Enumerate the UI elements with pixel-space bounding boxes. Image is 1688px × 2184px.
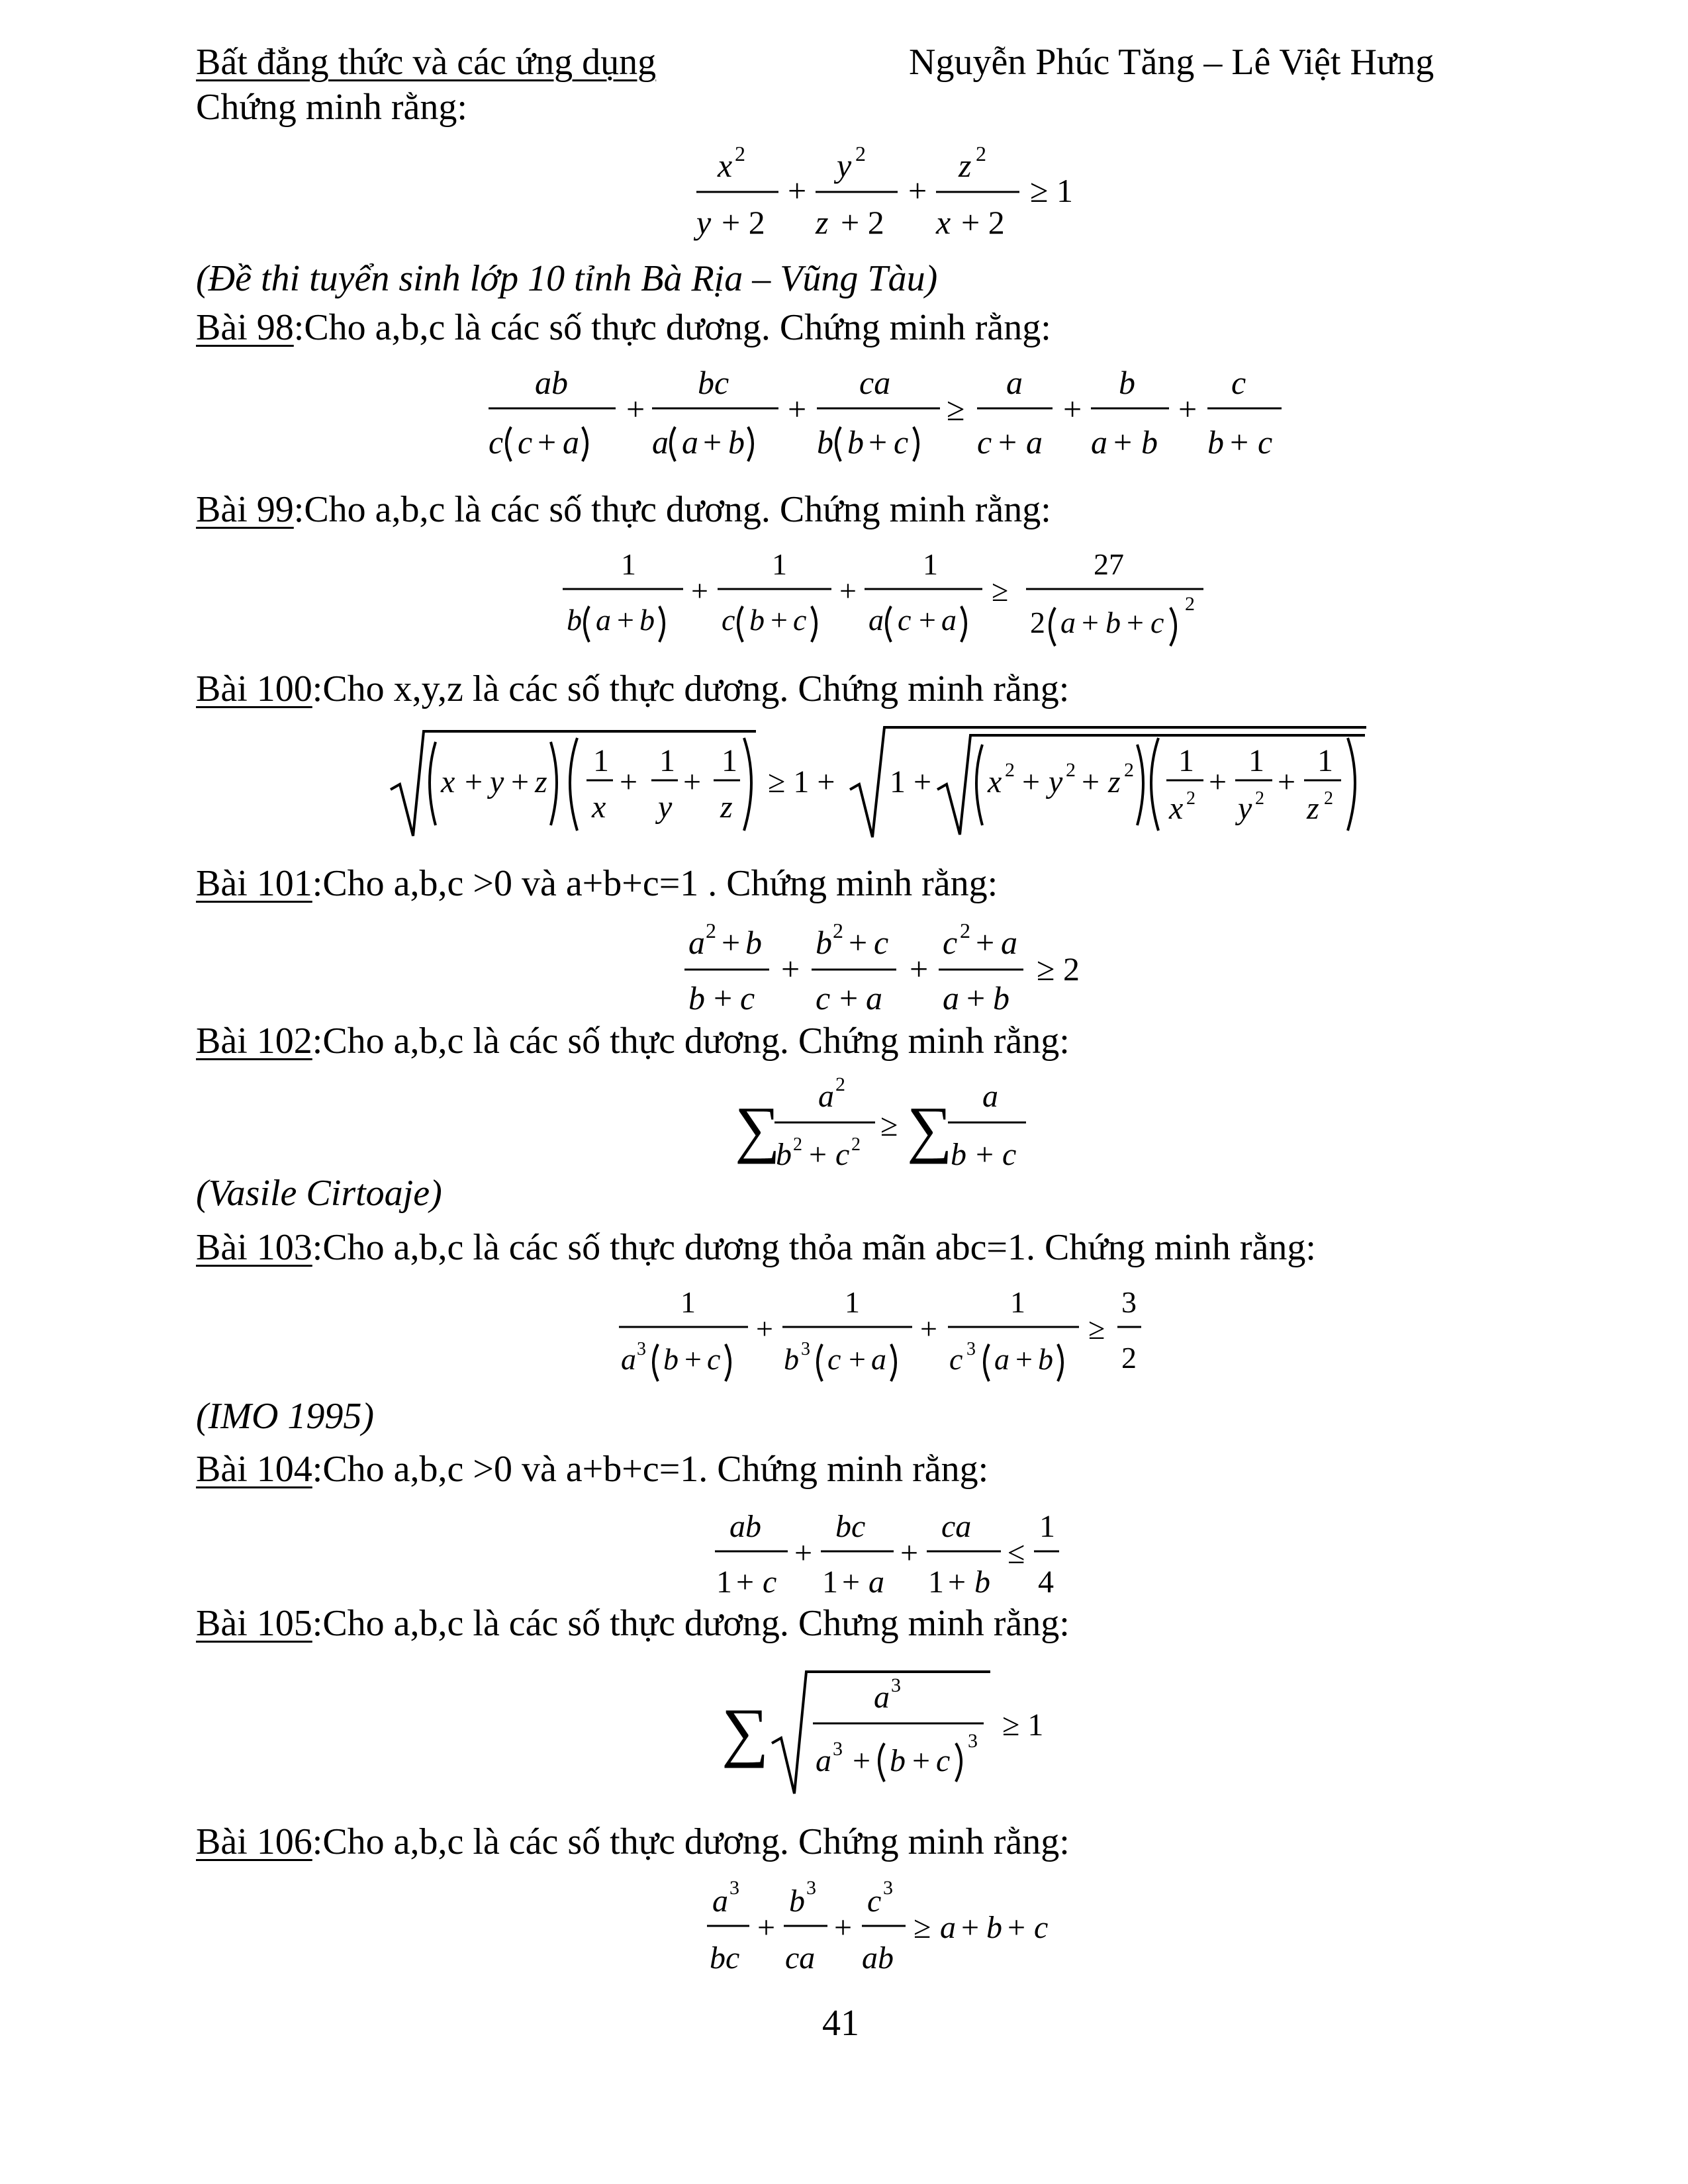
svg-text:+: + <box>1022 764 1041 799</box>
svg-text:b: b <box>567 603 582 637</box>
svg-text:a: a <box>652 424 669 461</box>
svg-text:a: a <box>688 924 705 961</box>
svg-text:2: 2 <box>855 142 866 165</box>
svg-text:b: b <box>663 1342 679 1376</box>
svg-text:+: + <box>722 924 741 961</box>
svg-text:b: b <box>1038 1342 1053 1376</box>
intro-text: Chứng minh rằng: <box>196 87 467 128</box>
formula-103 <box>0 1281 1688 1400</box>
svg-text:1: 1 <box>593 743 609 778</box>
svg-text:1: 1 <box>1010 1285 1025 1319</box>
problem-number: Bài 103 <box>196 1227 312 1268</box>
svg-text:a: a <box>1091 424 1107 461</box>
svg-text:1: 1 <box>1039 1509 1055 1544</box>
svg-text:2: 2 <box>1186 788 1196 809</box>
svg-text:+: + <box>919 603 936 637</box>
svg-text:+: + <box>1082 764 1100 799</box>
svg-text:1: 1 <box>1317 743 1333 778</box>
svg-text:+: + <box>684 1342 702 1376</box>
svg-text:+: + <box>756 1312 773 1345</box>
svg-text:≥ 1: ≥ 1 <box>1030 172 1073 209</box>
svg-text:1: 1 <box>772 547 787 581</box>
svg-text:2: 2 <box>833 919 843 942</box>
svg-text:+ 2: + 2 <box>722 204 765 241</box>
svg-text:+: + <box>976 924 995 961</box>
svg-text:a: a <box>596 603 611 637</box>
svg-text:ca: ca <box>941 1509 972 1544</box>
svg-text:+: + <box>839 574 857 608</box>
svg-text:a: a <box>621 1342 636 1376</box>
svg-text:+: + <box>842 1565 861 1600</box>
svg-text:1: 1 <box>923 547 938 581</box>
svg-text:4: 4 <box>1038 1565 1054 1600</box>
problem-number: Bài 101 <box>196 863 312 904</box>
svg-text:bc: bc <box>698 364 729 401</box>
svg-text:b: b <box>847 424 864 461</box>
header-authors: Nguyễn Phúc Tăng – Lê Việt Hưng <box>909 42 1434 83</box>
problem-105 <box>196 1605 1070 1642</box>
problem-number: Bài 102 <box>196 1021 312 1062</box>
svg-text:y: y <box>1238 791 1252 826</box>
svg-text:c: c <box>1258 424 1273 461</box>
svg-text:∑: ∑ <box>735 1093 780 1164</box>
svg-text:3: 3 <box>1121 1285 1137 1319</box>
svg-text:ca: ca <box>859 364 891 401</box>
svg-text:+: + <box>683 764 702 799</box>
svg-text:c: c <box>1034 1910 1049 1945</box>
svg-text:+: + <box>809 1137 827 1172</box>
svg-text:1: 1 <box>928 1565 944 1600</box>
svg-text:+: + <box>900 1535 919 1570</box>
formula-104 <box>0 1502 1688 1608</box>
problem-text: :Cho a,b,c là các số thực dương. Chứng minh rằng: <box>293 307 1051 348</box>
svg-text:+: + <box>691 574 708 608</box>
problem-104 <box>196 1451 988 1488</box>
svg-text:≥: ≥ <box>992 574 1009 608</box>
problem-number: Bài 99 <box>196 489 294 530</box>
svg-text:2: 2 <box>1124 759 1134 781</box>
svg-text:b: b <box>817 424 833 461</box>
svg-text:+: + <box>839 979 859 1017</box>
svg-text:y: y <box>837 147 852 184</box>
svg-text:≥: ≥ <box>1088 1312 1105 1345</box>
svg-text:1 +: 1 + <box>890 764 932 799</box>
svg-text:z: z <box>1307 791 1319 826</box>
problem-101 <box>196 865 998 902</box>
svg-text:2: 2 <box>1030 606 1045 639</box>
svg-text:x: x <box>936 204 951 241</box>
svg-text:b: b <box>728 424 745 461</box>
svg-text:a: a <box>816 1743 831 1778</box>
svg-text:+ 2: + 2 <box>961 204 1005 241</box>
svg-text:+: + <box>853 1743 871 1778</box>
svg-text:a: a <box>871 1342 886 1376</box>
problem-text: :Cho x,y,z là các số thực dương. Chứng minh rằng: <box>312 668 1070 709</box>
svg-text:c: c <box>867 1884 882 1919</box>
svg-text:+: + <box>771 603 788 637</box>
svg-text:z: z <box>959 147 972 184</box>
svg-text:x: x <box>988 764 1002 799</box>
formula-99 <box>0 543 1688 662</box>
problem-text: :Cho a,b,c là các số thực dương thỏa mãn abc=1. Chứng minh rằng: <box>312 1227 1316 1268</box>
svg-text:2: 2 <box>1255 788 1264 809</box>
svg-text:+: + <box>966 979 986 1017</box>
svg-text:a: a <box>1006 364 1023 401</box>
problem-text: :Cho a,b,c >0 và a+b+c=1. Chứng minh rằng: <box>312 1449 989 1490</box>
svg-text:+: + <box>961 1910 980 1945</box>
problem-number: Bài 104 <box>196 1449 312 1490</box>
svg-text:b: b <box>1105 606 1121 639</box>
svg-text:b: b <box>993 979 1009 1017</box>
page-number: 41 <box>822 2003 859 2044</box>
svg-text:c: c <box>722 603 735 637</box>
svg-text:≥ 1: ≥ 1 <box>1002 1707 1044 1743</box>
svg-text:b: b <box>951 1137 966 1172</box>
svg-text:+: + <box>998 424 1017 461</box>
svg-text:+: + <box>1082 606 1099 639</box>
problem-number: Bài 98 <box>196 307 294 348</box>
svg-text:3: 3 <box>968 1730 978 1752</box>
svg-text:+: + <box>912 1743 931 1778</box>
svg-text:3: 3 <box>883 1877 893 1899</box>
svg-text:3: 3 <box>833 1738 843 1760</box>
svg-text:ab: ab <box>862 1940 894 1976</box>
svg-text:a: a <box>1001 924 1017 961</box>
problem-102 <box>196 1023 1070 1060</box>
svg-text:≥ 1 +: ≥ 1 + <box>768 764 835 799</box>
svg-text:+ 2: + 2 <box>841 204 884 241</box>
formula-102 <box>0 1072 1688 1185</box>
problem-text: :Cho a,b,c là các số thực dương. Chưng minh rằng: <box>312 1603 1070 1644</box>
svg-text:2: 2 <box>1121 1341 1137 1375</box>
svg-text:a: a <box>868 1565 884 1600</box>
problem-106 <box>196 1823 1070 1860</box>
svg-text:a: a <box>868 603 884 637</box>
svg-text:3: 3 <box>806 1877 816 1899</box>
svg-text:c: c <box>943 924 958 961</box>
svg-text:+: + <box>1015 1342 1033 1376</box>
svg-text:+: + <box>714 979 733 1017</box>
svg-text:a: a <box>940 1910 956 1945</box>
svg-text:b: b <box>1207 424 1224 461</box>
svg-text:+: + <box>908 172 927 209</box>
svg-text:z: z <box>720 790 733 825</box>
svg-text:+: + <box>868 424 888 461</box>
svg-text:≥ 2: ≥ 2 <box>1037 950 1080 987</box>
source-note-102: (Vasile Cirtoaje) <box>196 1173 442 1214</box>
formula-100 <box>0 718 1688 850</box>
svg-text:+: + <box>736 1565 755 1600</box>
svg-text:+: + <box>538 424 557 461</box>
svg-text:c: c <box>1231 364 1246 401</box>
svg-text:3: 3 <box>637 1339 646 1359</box>
svg-text:≥: ≥ <box>914 1910 931 1945</box>
svg-text:c: c <box>816 979 831 1017</box>
svg-text:+: + <box>1230 424 1249 461</box>
svg-text:+: + <box>617 603 634 637</box>
svg-text:b: b <box>890 1743 906 1778</box>
svg-text:a: a <box>866 979 882 1017</box>
svg-text:2: 2 <box>706 919 716 942</box>
svg-text:ca: ca <box>785 1940 816 1976</box>
source-note-97: (Đề thi tuyển sinh lớp 10 tỉnh Bà Rịa – Vũng Tàu) <box>196 258 938 299</box>
svg-text:x: x <box>441 764 455 799</box>
svg-text:1: 1 <box>845 1285 860 1319</box>
problem-number: Bài 105 <box>196 1603 312 1644</box>
problem-text: :Cho a,b,c là các số thực dương. Chứng minh rằng: <box>293 489 1051 530</box>
svg-text:+: + <box>1113 424 1133 461</box>
svg-text:3: 3 <box>801 1339 810 1359</box>
svg-text:c: c <box>898 603 912 637</box>
svg-text:+: + <box>849 924 868 961</box>
svg-text:a: a <box>994 1342 1009 1376</box>
svg-text:2: 2 <box>735 142 745 165</box>
svg-text:2: 2 <box>835 1073 845 1095</box>
svg-text:+: + <box>620 764 638 799</box>
source-note-103: (IMO 1995) <box>196 1396 375 1437</box>
svg-text:+: + <box>794 1535 813 1570</box>
svg-text:b: b <box>789 1884 805 1919</box>
svg-text:b: b <box>639 603 655 637</box>
problem-98 <box>196 309 1051 346</box>
svg-text:+: + <box>834 1910 853 1945</box>
svg-text:1: 1 <box>621 547 636 581</box>
svg-text:z: z <box>535 764 547 799</box>
svg-text:x: x <box>1169 791 1184 826</box>
svg-text:a: a <box>941 603 957 637</box>
svg-text:c: c <box>518 424 533 461</box>
svg-text:c: c <box>827 1342 841 1376</box>
svg-text:+: + <box>1178 390 1197 428</box>
svg-text:+: + <box>920 1312 937 1345</box>
svg-text:1: 1 <box>659 743 675 778</box>
svg-text:27: 27 <box>1094 547 1124 581</box>
svg-text:+: + <box>788 172 807 209</box>
svg-text:2: 2 <box>960 919 970 942</box>
problem-99 <box>196 491 1051 528</box>
problem-text: :Cho a,b,c là các số thực dương. Chứng minh rằng: <box>312 1821 1070 1862</box>
svg-text:b: b <box>816 924 832 961</box>
svg-text:z: z <box>816 204 829 241</box>
svg-text:c: c <box>740 979 755 1017</box>
svg-text:a: a <box>982 1079 998 1114</box>
problem-text: :Cho a,b,c là các số thực dương. Chứng minh rằng: <box>312 1021 1070 1062</box>
problem-text: :Cho a,b,c >0 và a+b+c=1 . Chứng minh rằng: <box>312 863 998 904</box>
problem-number: Bài 100 <box>196 668 312 709</box>
svg-text:2: 2 <box>1066 759 1076 781</box>
svg-text:≥: ≥ <box>947 390 965 428</box>
svg-text:≤: ≤ <box>1008 1535 1025 1570</box>
svg-text:b: b <box>745 924 762 961</box>
svg-text:a: a <box>712 1884 728 1919</box>
svg-text:+: + <box>781 950 800 987</box>
svg-text:3: 3 <box>891 1674 901 1696</box>
svg-text:a: a <box>682 424 698 461</box>
svg-text:+: + <box>1063 390 1082 428</box>
svg-text:+: + <box>703 424 722 461</box>
svg-text:a: a <box>818 1079 834 1114</box>
svg-text:3: 3 <box>729 1877 739 1899</box>
svg-text:c: c <box>1150 606 1164 639</box>
svg-text:y: y <box>1049 764 1063 799</box>
svg-text:1: 1 <box>680 1285 696 1319</box>
svg-text:+: + <box>849 1342 866 1376</box>
svg-text:1: 1 <box>722 743 737 778</box>
svg-text:2: 2 <box>1005 759 1015 781</box>
svg-text:+: + <box>465 764 483 799</box>
formula-97 <box>0 136 1688 248</box>
svg-text:ab: ab <box>535 364 568 401</box>
svg-text:b: b <box>1119 364 1135 401</box>
svg-text:+: + <box>1209 764 1227 799</box>
svg-text:y: y <box>490 764 504 799</box>
svg-text:b: b <box>776 1137 792 1172</box>
svg-text:a: a <box>1060 606 1076 639</box>
formula-105 <box>0 1655 1688 1807</box>
svg-text:+: + <box>976 1137 994 1172</box>
svg-text:+: + <box>910 950 929 987</box>
svg-text:y: y <box>658 790 673 825</box>
formula-98 <box>0 361 1688 473</box>
svg-text:c: c <box>874 924 889 961</box>
svg-text:z: z <box>1108 764 1121 799</box>
svg-text:c: c <box>835 1137 850 1172</box>
svg-text:2: 2 <box>793 1134 802 1155</box>
svg-text:a: a <box>1026 424 1043 461</box>
svg-text:bc: bc <box>835 1509 866 1544</box>
svg-text:c: c <box>894 424 909 461</box>
svg-text:y: y <box>696 204 712 241</box>
svg-text:b: b <box>784 1342 799 1376</box>
problem-number: Bài 106 <box>196 1821 312 1862</box>
svg-text:+: + <box>757 1910 776 1945</box>
svg-text:2: 2 <box>976 142 986 165</box>
svg-text:x: x <box>718 147 733 184</box>
svg-text:+: + <box>788 390 807 428</box>
svg-text:2: 2 <box>851 1134 861 1155</box>
problem-103 <box>196 1229 1316 1266</box>
svg-text:+: + <box>1008 1910 1026 1945</box>
formula-101 <box>0 917 1688 1029</box>
svg-text:a: a <box>943 979 959 1017</box>
svg-text:b: b <box>1141 424 1158 461</box>
svg-text:b: b <box>749 603 765 637</box>
svg-text:∑: ∑ <box>907 1093 953 1164</box>
header-title: Bất đẳng thức và các ứng dụng <box>196 42 657 83</box>
svg-text:ab: ab <box>729 1509 761 1544</box>
svg-text:c: c <box>763 1565 777 1600</box>
svg-text:+: + <box>511 764 530 799</box>
svg-text:c: c <box>793 603 807 637</box>
svg-text:a: a <box>563 424 579 461</box>
svg-text:c: c <box>489 424 504 461</box>
svg-text:1: 1 <box>1248 743 1264 778</box>
problem-100 <box>196 670 1069 707</box>
svg-text:1: 1 <box>822 1565 838 1600</box>
svg-text:c: c <box>936 1743 951 1778</box>
svg-text:c: c <box>707 1342 721 1376</box>
svg-text:b: b <box>974 1565 990 1600</box>
svg-text:1: 1 <box>1178 743 1194 778</box>
svg-text:x: x <box>592 790 606 825</box>
svg-text:bc: bc <box>710 1940 740 1976</box>
svg-text:∑: ∑ <box>722 1695 769 1768</box>
svg-text:+: + <box>948 1565 966 1600</box>
svg-text:2: 2 <box>1324 788 1333 809</box>
svg-text:+: + <box>1127 606 1144 639</box>
svg-text:c: c <box>949 1342 963 1376</box>
svg-text:c: c <box>977 424 992 461</box>
svg-text:1: 1 <box>716 1565 732 1600</box>
svg-text:3: 3 <box>966 1339 976 1359</box>
svg-text:b: b <box>688 979 705 1017</box>
svg-text:a: a <box>874 1680 890 1715</box>
svg-text:2: 2 <box>1185 593 1195 615</box>
svg-text:c: c <box>1002 1137 1017 1172</box>
svg-text:+: + <box>626 390 645 428</box>
svg-text:+: + <box>1278 764 1296 799</box>
formula-106 <box>0 1873 1688 1985</box>
svg-text:≥: ≥ <box>880 1108 898 1143</box>
svg-text:b: b <box>986 1910 1002 1945</box>
